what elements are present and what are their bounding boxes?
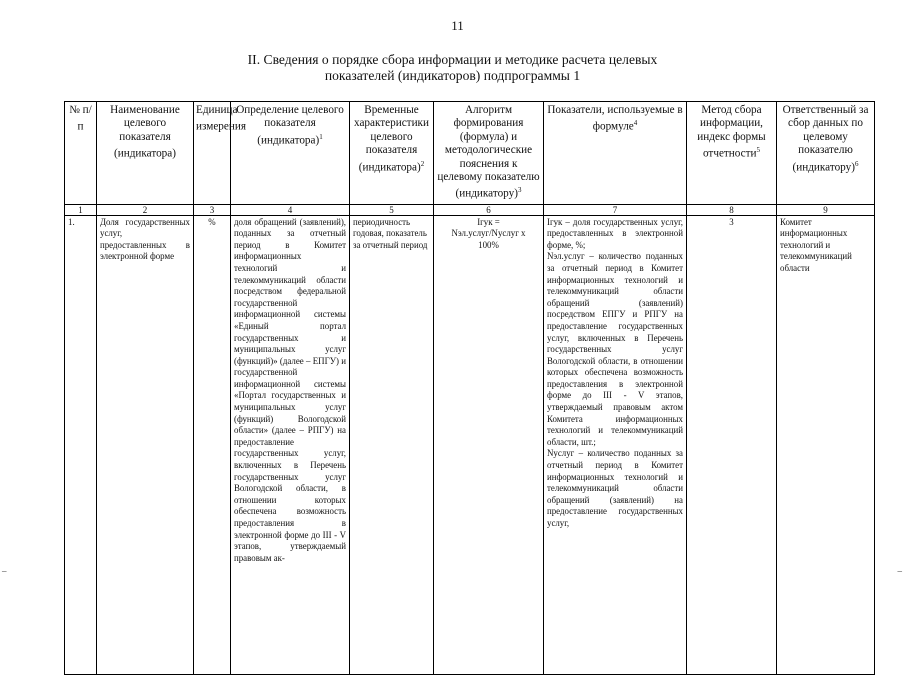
- indicators-table: [64, 101, 875, 675]
- section-title: [0, 52, 905, 84]
- column-number: 3: [194, 204, 231, 215]
- header-cell-unit: Единица измерения: [194, 102, 231, 205]
- header-cell-method: Метод сбора информации, индекс формы отчетности$^5$: [687, 102, 777, 205]
- column-number: 1: [65, 204, 97, 215]
- column-number-row: [65, 204, 875, 215]
- algorithm-cell: Iгук = Nэл.услуг/Nуслуг х 100%: [434, 215, 544, 674]
- column-number: 6: [434, 204, 544, 215]
- header-cell-time: Временные характеристики целевого показателя (индикатора)$^2$: [350, 102, 434, 205]
- column-number: 4: [231, 204, 350, 215]
- column-number: 9: [777, 204, 875, 215]
- page-number: 11: [451, 18, 464, 33]
- indicator-name-cell: Доля государственных услуг, предоставленных в электронной форме: [97, 215, 194, 674]
- section-title-line-1: II. Сведения о порядке сбора информации и методике расчета целевых: [247, 52, 658, 67]
- header-cell-name: Наименование целевого показателя (индикатора): [97, 102, 194, 205]
- unit-cell: %: [194, 215, 231, 674]
- collection-method-cell: 3: [687, 215, 777, 674]
- column-number: 7: [544, 204, 687, 215]
- formula-indicators-cell: Iгук – доля государственных услуг, предоставленных в электронной форме, %; Nэл.услуг – количество поданных за отчетный период в Комитет информационных технологий и телекоммуникаций области обращений (заявлений) посредством ЕПГУ и РПГУ на предоставление государственных услуг, включенных в Перечень государственных услуг Вологодской области, в отношении которых обеспечена возможность предоставления в электронной форме до III - V этапов, утверждаемый правовым актом Комитета информационных технологий и телекоммуникаций области, шт.; Nуслуг – количество поданных за отчетный период в Комитет информационных технологий и телекоммуникаций области обращений (заявлений) на предоставление государственных услуг,: [544, 215, 687, 674]
- definition-cell: доля обращений (заявлений), поданных за отчетный период в Комитет информационных технологий и телекоммуникаций области посредством федеральной государственной информационной системы «Единый портал государственных и муниципальных услуг (функций)» (далее – ЕПГУ) и государственной информационной системы «Портал государственных и муниципальных услуг (функций) Вологодской области» (далее – РПГУ) на предоставление государственных услуг, включенных в Перечень государственных услуг Вологодской области, в отношении которых обеспечена возможность предоставления в электронной форме до III - V этапов, утверждаемый правовым ак-: [231, 215, 350, 674]
- column-number: 5: [350, 204, 434, 215]
- time-characteristics-cell: периодичность годовая, показатель за отчетный период: [350, 215, 434, 674]
- column-number: 8: [687, 204, 777, 215]
- responsible-cell: Комитет информационных технологий и телекоммуникаций области: [777, 215, 875, 674]
- table-row: [65, 215, 875, 674]
- header-cell-definition: Определение целевого показателя (индикатора)$^1$: [231, 102, 350, 205]
- right-edge-mark: –: [897, 566, 902, 576]
- header-cell-algorithm: Алгоритм формирования (формула) и методологические пояснения к целевому показателю (индикатору)$^3$: [434, 102, 544, 205]
- header-cell-num: № п/п: [65, 102, 97, 205]
- header-cell-indicators: Показатели, используемые в формуле$^4$: [544, 102, 687, 205]
- section-title-line-2: показателей (индикаторов) подпрограммы 1: [324, 68, 581, 83]
- header-cell-responsible: Ответственный за сбор данных по целевому показателю (индикатору)$^6$: [777, 102, 875, 205]
- row-number-cell: 1.: [65, 215, 97, 674]
- header-row: [65, 102, 875, 205]
- left-edge-mark: –: [2, 566, 7, 576]
- column-number: 2: [97, 204, 194, 215]
